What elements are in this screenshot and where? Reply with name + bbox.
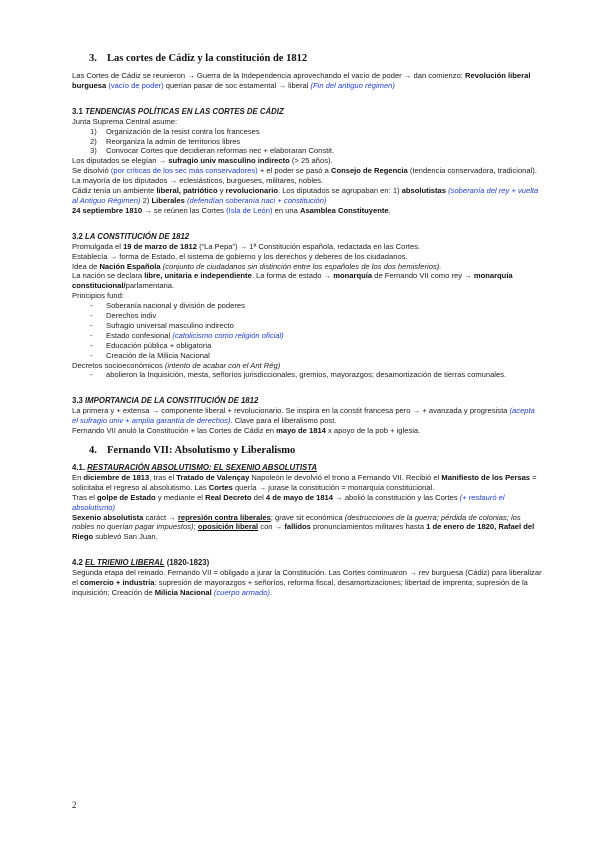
list-item [72, 331, 542, 341]
text: monarquía constitucional/ [72, 271, 513, 291]
section-3-heading [89, 52, 542, 65]
text: Promulgada el [72, 241, 124, 251]
subsection-title: EL TRIENIO LIBERAL [85, 558, 165, 568]
text: mayo de 1814 [276, 426, 326, 436]
subsection-number: 3.2 [72, 231, 86, 241]
text: Revolución liberal burguesa [72, 71, 531, 90]
text: Decretos socioeconómicos [72, 360, 165, 370]
text: (> 25 años). [289, 156, 333, 166]
list-number: 2) [90, 136, 97, 146]
text: : supresión de mayorazgos + señoríos, reforma fiscal, desamortizaciones; libertad de imprenta; supresión de la inquisición; Creación de [72, 578, 528, 597]
section-4-heading [89, 444, 542, 457]
text: Cortes [208, 482, 233, 492]
text: sufragio univ masculino indirecto [168, 156, 290, 166]
list-item: - Soberanía nacional y división de poderes [72, 301, 542, 311]
annotation: (vacío de poder) [108, 80, 164, 90]
text: . La forma de estado → [251, 271, 334, 281]
text: del [251, 492, 266, 502]
subsection-4-1-heading [72, 463, 542, 473]
text: libre, unitaria e independiente [144, 271, 252, 281]
document-page [72, 52, 542, 598]
text: , tras el [149, 472, 177, 482]
text: con → [258, 522, 285, 532]
text: (intento de acabar con el Ant Rég) [164, 360, 281, 370]
text: en una [272, 205, 300, 215]
text: 24 septiembre 1810 [72, 205, 143, 215]
annotation: (Fin del antiguo régimen) [310, 80, 395, 90]
paragraph [72, 206, 542, 216]
text: de Fernando VII como rey → [372, 271, 474, 281]
subsection-3-2-heading [72, 232, 542, 242]
annotation: (catolicismo como religión oficial) [172, 330, 284, 340]
list-item [72, 127, 542, 137]
annotation: (+ restauró el absolutismo) [72, 492, 505, 512]
text: Real Decreto [205, 492, 252, 502]
paragraph [72, 493, 542, 513]
paragraph [72, 568, 542, 598]
text: Estado confesional [106, 330, 173, 340]
paragraph [72, 262, 542, 272]
subsection-3-1-heading [72, 107, 542, 117]
list-number: 3) [90, 146, 97, 156]
text: x apoyo de la pob + iglesia. [325, 426, 421, 436]
text: caráct → [143, 512, 178, 522]
text: monarquía [333, 271, 373, 281]
subsection-years: (1820-1823) [164, 558, 210, 568]
paragraph [72, 406, 542, 426]
subsection-title: RESTAURACIÓN ABSOLUTISMO: EL SEXENIO ABSOLUTISTA [87, 463, 318, 472]
bullet-list [72, 370, 542, 380]
numbered-list [72, 127, 542, 157]
text: diciembre de 1813 [83, 472, 150, 482]
list-item: - Educación pública + obligatoria [72, 341, 542, 351]
text: querían pasar de soc estamental → liberal [163, 80, 311, 90]
list-item: - abolieron la Inquisición, mesta, señoríos jurisdiccionales, gremios, mayorazgos; desamortización de tierras comunales. [72, 370, 542, 380]
text: = solicitaba el regreso al absolutismo. Las [72, 472, 537, 492]
page-number: 2 [72, 800, 77, 810]
text: Los diputados se elegían → [72, 156, 169, 166]
text: Consejo de Regencia [330, 166, 408, 176]
text: 4 de mayo de 1814 [265, 492, 334, 502]
subsection-4-2-heading [72, 558, 542, 568]
subsection-title: TENDENCIAS POLÍTICAS EN LAS CORTES DE CÁDIZ [85, 106, 284, 116]
text: Las Cortes de Cádiz se reunieron → Guerra de la Independencia aprovechando el vacío de poder → dan comienzo: [72, 71, 466, 80]
paragraph [72, 186, 542, 206]
text: represión contra liberales [177, 512, 271, 522]
text: ; [193, 522, 198, 532]
bullet-list [72, 301, 542, 360]
paragraph [72, 513, 542, 543]
list-item [72, 146, 542, 156]
subsection-3-3-heading [72, 396, 542, 406]
text: comercio + industria [80, 578, 155, 588]
paragraph [72, 166, 542, 176]
text: La nación se declara [72, 271, 145, 281]
subsection-number: 4.1. [72, 463, 88, 472]
subsection-title: IMPORTANCIA DE LA CONSTITUCIÓN DE 1812 [85, 396, 259, 406]
text: Fernando VII anuló la Constitución + las Cortes de Cádiz en [72, 426, 277, 436]
paragraph [72, 271, 542, 291]
text: ; grave sit económica [270, 512, 345, 522]
section-title: Fernando VII: Absolutismo y Liberalismo [107, 445, 296, 456]
text: Idea de [72, 261, 100, 271]
paragraph [72, 361, 542, 371]
text: . [388, 205, 391, 215]
list-text: Reorganiza la admin de territorios libres [106, 136, 241, 146]
text: Tratado de Valençay [176, 472, 250, 482]
subsection-title: LA CONSTITUCIÓN DE 1812 [85, 231, 190, 241]
text: parlamentaria. [125, 281, 175, 291]
subsection-number: 3.3 [72, 396, 86, 406]
text: absolutistas [401, 186, 446, 196]
text: 19 de marzo de 1812 [123, 241, 197, 251]
text: quería → jurase la constitución = monarquía constitucional. [232, 482, 435, 492]
list-item [72, 137, 542, 147]
text: y [217, 186, 226, 196]
list-number: 1) [90, 126, 97, 136]
paragraph: Principios fund: [72, 291, 124, 301]
text: Liberales [151, 195, 185, 205]
text: (destrucciones de la guerra; pérdida de colonias; los nobles no querían pagar impuestos) [72, 512, 521, 532]
text: liberal, patriótico [156, 186, 218, 196]
text: Napoleón le devolvió el trono a Fernando VII. Recibió el [249, 472, 442, 482]
text: En [72, 472, 84, 482]
annotation: (acepta el sufragio univ + amplia garantía de derechos) [72, 406, 535, 426]
list-item: - Sufragio universal masculino indirecto [72, 321, 542, 331]
list-item: - Derechos indiv [72, 311, 542, 321]
text: 2) [140, 195, 152, 205]
annotation: (cuerpo armado) [213, 587, 270, 597]
text: (tendencia conservadora, tradicional). [407, 166, 537, 176]
subsection-number: 3.1 [72, 106, 86, 116]
paragraph: La mayoría de los diputados → eclesiásticos, burgueses, militares, nobles. [72, 176, 324, 186]
paragraph: Junta Suprema Central asume: [72, 116, 178, 126]
text: Nación Española [99, 261, 161, 271]
annotation: (defendían soberanía naci + constitución) [187, 195, 327, 205]
annotation: (Isla de León) [226, 205, 273, 215]
section-3-intro [72, 71, 542, 91]
text: Segunda etapa del reinado. Fernando VII = obligado a jurar la Constitución. Las Cortes continuaron → rev burguesa (Cádiz) para liberalizar el [72, 568, 542, 588]
text: . [269, 587, 273, 597]
annotation: (por críticas de los sec más conservadores) [110, 166, 258, 176]
subsection-number: 4.2 [72, 558, 86, 568]
text: sublevó San Juan. [93, 532, 158, 542]
text: (conjunto de ciudadanos sin distinción entre los españoles de los dos hemisferios). [162, 261, 442, 271]
text: → abolió la constitución y las Cortes [333, 492, 460, 502]
paragraph [72, 156, 542, 166]
text: . Clave para el liberalismo post. [230, 416, 337, 426]
paragraph [72, 242, 542, 252]
section-number: 3. [89, 53, 97, 64]
text: Asamblea Constituyente [299, 205, 389, 215]
text: Manifiesto de los Persas [441, 472, 531, 482]
paragraph [72, 426, 542, 436]
text: 1 de enero de 1820, Rafael del Riego [72, 522, 535, 542]
text: pronunciamientos militares hasta [310, 522, 427, 532]
section-title: Las cortes de Cádiz y la constitución de 1812 [107, 53, 308, 64]
text: Se disolvió [72, 166, 111, 176]
text: fallidos [284, 522, 311, 532]
text: golpe de Estado [97, 492, 156, 502]
text: revolucionario [225, 186, 278, 196]
text: Sexenio absolutista [72, 512, 144, 522]
annotation: (soberanía del rey + vuelta al Antiguo Régimen) [72, 186, 539, 205]
list-item: - Creación de la Milicia Nacional [72, 351, 542, 361]
text: La primera y + extensa → componente liberal + revolucionario. Se inspira en la constit francesa pero → + avanzada y progresista [72, 406, 510, 416]
text: oposición liberal [197, 522, 259, 532]
list-text: Convocar Cortes que decidieran reformas nec + elaboraran Constit. [106, 146, 335, 156]
list-text: Organización de la resist contra los franceses [106, 126, 260, 136]
text: + el poder se pasó a [257, 166, 331, 176]
paragraph [72, 473, 542, 493]
text: (“La Pepa”) → 1ª Constitución española, redactada en las Cortes. [196, 241, 421, 251]
section-number: 4. [89, 445, 97, 456]
text: y mediante el [155, 492, 206, 502]
text: Cádiz tenía un ambiente [72, 186, 157, 196]
text: Tras el [72, 492, 98, 502]
text: Milicia Nacional [154, 587, 212, 597]
text: → se reúnen las Cortes [142, 205, 227, 215]
text: . Los diputados se agrupaban en: 1) [277, 186, 402, 196]
paragraph: Establecía → forma de Estado, el sistema de gobierno y los derechos y deberes de los ciudadanos. [72, 251, 408, 261]
